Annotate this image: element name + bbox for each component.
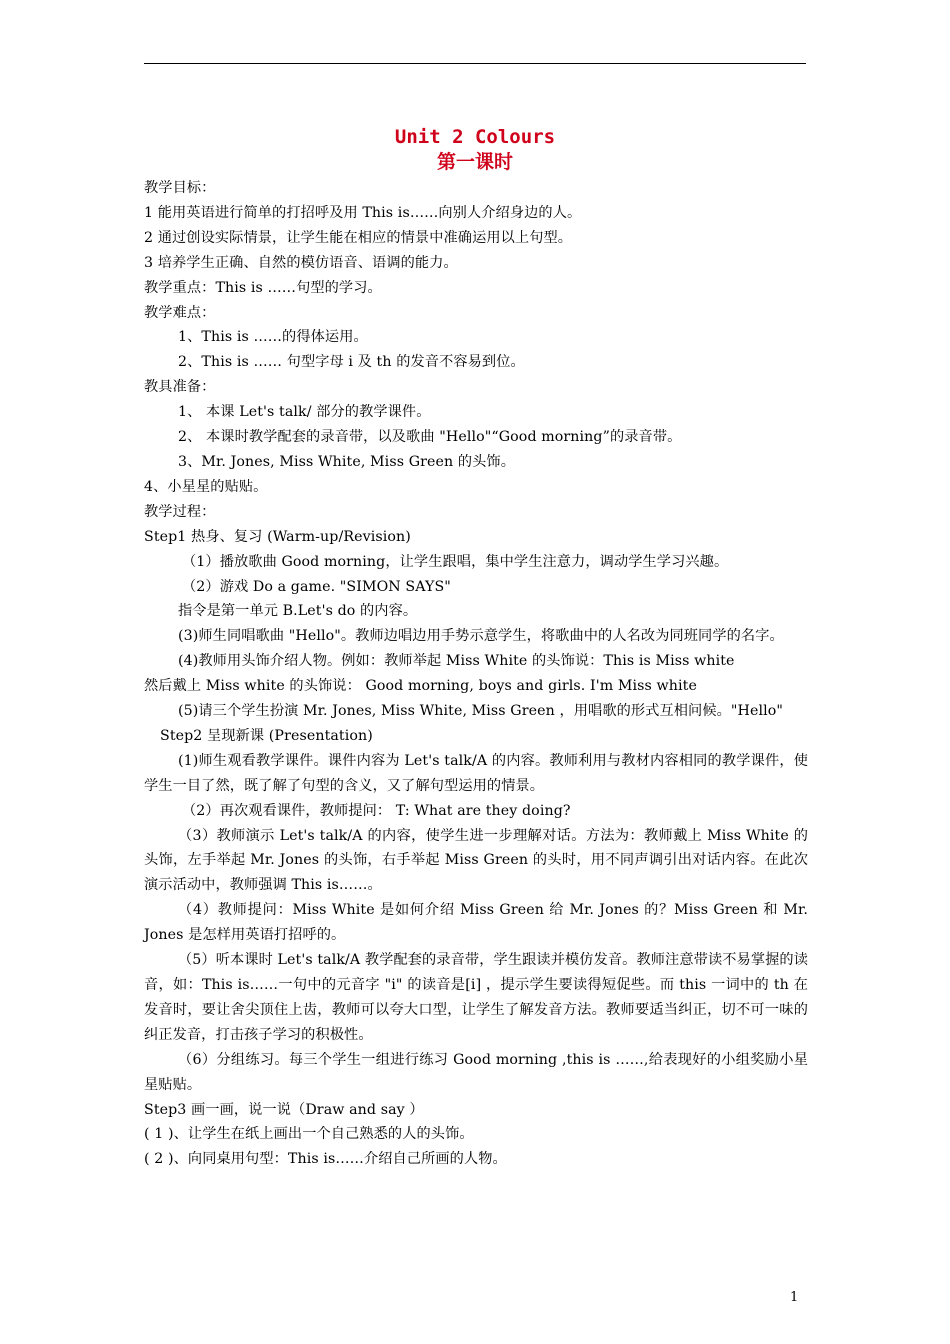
- objective-line: 1 能用英语进行简单的打招呼及用 This is……向别人介绍身边的人。: [144, 204, 582, 221]
- procedure-paragraph: (3)师生同唱歌曲 "Hello"。教师边唱边用手势示意学生，将歌曲中的人名改为同班同学的名字。: [178, 628, 784, 645]
- lesson-subtitle: 第一课时: [436, 151, 513, 173]
- procedure-line: (4)教师用头饰介绍人物。例如：教师举起 Miss White 的头饰说：This is Miss white: [178, 653, 735, 670]
- key-point-line: 教学重点：This is ……句型的学习。: [144, 279, 382, 296]
- procedure-paragraph: (5)请三个学生扮演 Mr. Jones, Miss White, Miss Green ，用唱歌的形式互相问候。"Hello": [178, 703, 784, 720]
- procedure-paragraph: （4）教师提问：Miss White 是如何介绍 Miss Green 给 Mr. Jones 的？Miss Green 和 Mr. Jones 是怎样用英语打招呼的。: [144, 902, 808, 944]
- procedure-line: ( 2 )、向同桌用句型：This is……介绍自己所画的人物。: [144, 1151, 507, 1168]
- procedure-line: ( 1 )、让学生在纸上画出一个自己熟悉的人的头饰。: [144, 1126, 474, 1143]
- difficulty-line: 2、This is …… 句型字母 i 及 th 的发音不容易到位。: [178, 354, 525, 371]
- page-number: 1: [790, 1290, 799, 1305]
- header-rule: [144, 63, 806, 64]
- section-heading: 教具准备：: [144, 379, 216, 396]
- procedure-line: （1）播放歌曲 Good morning，让学生跟唱，集中学生注意力，调动学生学习兴趣。: [182, 553, 729, 570]
- section-heading: 教学目标：: [144, 180, 216, 196]
- materials-line: 4、小星星的贴贴。: [144, 478, 268, 495]
- materials-line: 2、 本课时教学配套的录音带，以及歌曲 "Hello"“Good morning”的录音带。: [178, 429, 682, 446]
- procedure-paragraph: （6）分组练习。每三个学生一组进行练习 Good morning ,this is ……,给表现好的小组奖励小星星贴贴。: [144, 1051, 808, 1093]
- materials-line: 1、 本课 Let's talk/ 部分的教学课件。: [178, 404, 431, 421]
- procedure-paragraph: (1)师生观看教学课件。课件内容为 Let's talk/A 的内容。教师利用与教材内容相同的教学课件，使学生一目了然，既了解了句型的含义，又了解句型运用的情景。: [144, 752, 808, 794]
- procedure-line: 然后戴上 Miss white 的头饰说： Good morning, boys and girls. I'm Miss white: [144, 678, 697, 695]
- objective-line: 3 培养学生正确、自然的模仿语音、语调的能力。: [144, 254, 458, 271]
- step-heading: Step1 热身、复习 (Warm-up/Revision): [144, 528, 411, 545]
- unit-title: Unit 2 Colours: [394, 126, 556, 148]
- section-heading: 教学难点：: [144, 304, 216, 321]
- procedure-line: 指令是第一单元 B.Let's do 的内容。: [178, 603, 418, 620]
- procedure-paragraph: （5）听本课时 Let's talk/A 教学配套的录音带，学生跟读并模仿发音。教师注意带读不易掌握的读音，如：This is……一句中的元音字 "i" 的读音是[i] ，提示学生要读得短促些。而 this 一词中的 th 在发音时，要让舍尖顶住上齿，教师可以夸大口型，让学生了解发音方法。教师要适当纠正，切不可一味的纠正发音，打击孩子学习的积极性。: [144, 952, 808, 1043]
- materials-line: 3、Mr. Jones, Miss White, Miss Green 的头饰。: [178, 453, 515, 470]
- objective-line: 2 通过创设实际情景，让学生能在相应的情景中准确运用以上句型。: [144, 229, 573, 246]
- step-heading: Step2 呈现新课 (Presentation): [160, 727, 373, 744]
- procedure-paragraph: （3）教师演示 Let's talk/A 的内容，使学生进一步理解对话。方法为：教师戴上 Miss White 的头饰，左手举起 Mr. Jones 的头饰，右手举起 Miss Green 的头时，用不同声调引出对话内容。在此次演示活动中，教师强调 This is……。: [144, 827, 808, 894]
- procedure-line: （2）游戏 Do a game. "SIMON SAYS": [182, 578, 451, 595]
- difficulty-line: 1、This is ……的得体运用。: [178, 329, 368, 346]
- step-heading: Step3 画一画，说一说（Draw and say ）: [144, 1101, 424, 1118]
- lesson-body: [144, 176, 808, 1172]
- section-heading: 教学过程：: [144, 503, 216, 520]
- procedure-line: （2）再次观看课件，教师提问： T: What are they doing?: [182, 802, 571, 819]
